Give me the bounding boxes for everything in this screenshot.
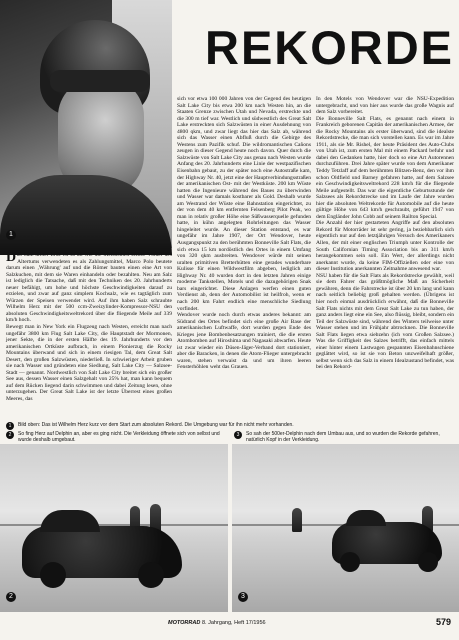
caption-number: 1: [6, 422, 14, 430]
page-number: 579: [435, 617, 451, 627]
page-title: REKORDE: [205, 21, 455, 74]
page-footer: [0, 616, 459, 632]
drop-cap: D: [6, 250, 17, 265]
article-column-2: sich vor etwa 100 000 Jahren von der Gegend des heutigen Salt Lake City bis etwa 200 km nach Westen hin, an die Staaten Grenze zwischen Utah und Nevada, erstreckte und die 300 m tief war. Westlich und südwestlich des Great Salt Lake erstreckten sich Salzwüsten in einer Ausdehnung von 4800 qkm, und zwar liegt das hier das Salz ab, während sich das Wasser einen Abfluß durch die Gebirge des Westens zum Pazifik schuf. Die wildromantischen Cañons zeugen in dieser Gegend heute noch davon. Quer durch die Salzwüste von Salt Lake City aus genau nach Westen wurde Anfang des 20. Jahrhunderts eine Linie der westpazifischen Eisenbahn gebaut, zu der später noch eine Autostraße kam, der Highway Nr. 40, jetzt eine der Hauptverbindungsstraßen der amerikanischen Ost- mit der Westküste. 200 km Wüste hatten die Ingenieure während des Baues zu überwinden und Wasser war damals kostbarer als Gold. Deshalb wurde am Westrand der Wüste eine Bahnstation eingerichtet, zu der von dem 40 km entfernten Felsenberg Pilot Peak, wo man in relativ großer Höhe eine Süßwasserquelle gefunden hatte, in kühn angelegten Rohrleitungen das Wasser hingeleitet wurde. An dieser Station entstand, es war ungefähr im Jahre 1907, der Ort Wendover, heute Ausgangspunkt zu den berühmten Bonneville Salt Flats, die sich etwa 15 km nordöstlich des Ortes in einem Umfang von 320 qkm ausbreiten. Wendover würde mit seinen uralten primitiven Bretterhütten eine gerades wunderbare Kulisse für einen Wildwestfilm abgeben, lediglich am Highway Nr. 40 wurden dort in den letzten Jahren einige moderne Tankstellen, Motels und die dazugehörigen Snak bars eingerichtet. Diese Anlagen werfen einen guten Verdienst ab, denn der Automobilist ist heilfroh, wenn er nach 200 km Fahrt endlich eine menschliche Siedlung vorfindet. Wendover wurde noch durch etwas anderes bekannt: am Südrand des Ortes befindet sich eine große Air Base der amerikanischen Luftwaffe, dort wurden gegen Ende des Krieges jene Bombenbesatzungen trainiert, die die ersten Atombomben auf Hiroshima und Nagasaki abwarfen. Heute ist zwar wieder ein Düsen-Jäger-Verband dort stationiert, aber die Baracken, in denen die Atom-Flieger untergebracht waren, stehen verwaist da und um ihren leeren Fensterhöhlen weht das Grauen.: [177, 96, 311, 371]
caption-number: 2: [6, 431, 14, 439]
caption-text: So sah der 500er-Delphin nach dem Umbau aus, und so wurden die Rekorde gefahren, natürlich Kopf in der Verkleidung.: [246, 431, 440, 443]
article-column-3: In den Motels von Wendover war die NSU-Expedition untergebracht, und von hier aus wurde das große Wagnis auf dem Salz vorbereitet. Die Bonneville Salt Flats, es genannt nach einem in Frankreich geborenen Capitän der amerikanischen Armee, der die Rocky Mountains als erster überwand, sind die idealste Rekordstrecke, die man sich vorstellen kann. Es war im Jahre 1911, als sie Mr. Rishel, der heute Präsident des Auto-Clubs von Utah ist, zum ersten Mal mit einem Packard befuhr und dabei den Gedanken hatte, hier doch so eine Art Autorennen durchzuführen. Drei Jahre später wurde von dem Amerikaner Teddy Tetzlaff auf dem berühmten Blitzen-Benz, den vor ihm schon Oldfield und Barney gefahren hatte, auf dem Salzsee ein Geschwindigkeitsweltrekord 228 km/h für die fliegende Meile aufgestellt. Das war die eigentliche Geburtsstunde der Salzsees als Rekordstrecke und im Laufe der Jahre wurden hier die absoluten Weltrekorde für Automobile auf die heute gültige Höhe von 643 km/h geschraubt, geführt 1947 von dem Engländer John Cobb auf seinem Railton Special. Die Anzahl der hier gestarteten Angriffe auf den absoluten Rekord für Motorräder ist sehr gering, ja beziehbarlich sich eigentlich nur auf den letztjährigen Versuch des Amerikaners Allen, der mit einer englischen Triumph unter Kontrolle der South Californian Timing Association bis an 311 km/h herangekommen sein soll. Ein Wert, der allerdings nicht anerkannt wurde, da keine FIM-Offiziellen oder eine von dieser Institution anerkannten Zeitnahme anwesend war. NSU haben für die Salt Flats als Rekordstrecke gewählt, weil sie dem Fahrer das größtmögliche Maß an Sicherheit gewähren, denn die Fahrstrecke ist über 20 km lang und kann nach seitlich beliebig groß gehalten werden. (Übrigens ist hier noch einmal ausdrücklich erwähnt, daß die Bonneville Salt Flats nichts mit dem Great Salt Lake zu tun haben, der ganz anders liegt eine ein See, also flüssig, bleibt, sondern ein Teil der Salzwüste sind, während des Winters teilweise unter Wasser stehen und im Frühjahr abtrocknen. Die Bonneville Salt Flats liegen etwa siebzehn (ich vom Großen Salzsee.) Was die Griffigkeit des Salzes betrifft, das einfach mittels einer hinter einem Lastwagen gespannten Eisenbahnschiene geglättet wird, so ist sie von Beton unzweifelhaft größer, selbst wenn sich das Salz in einem Idealzustand befindet, was bei den Rekord-: [316, 96, 454, 371]
photo-captions: [6, 422, 454, 444]
photo-delphin-early: [0, 444, 228, 612]
magazine-name: MOTORRAD: [168, 620, 201, 626]
caption-2: [6, 431, 226, 443]
caption-text: Bild oben: Das ist Wilhelm Herz kurz vor dem Start zum absoluten Rekord. Die Umgebung war für ihn nicht mehr vorhanden.: [18, 422, 294, 428]
issue-info: 8. Jahrgang, Heft 17/1956: [202, 620, 266, 626]
photo-delphin-rebuilt: [232, 444, 459, 612]
caption-1: [6, 422, 454, 430]
photo-number-3: 3: [238, 592, 248, 602]
photo-rider-portrait: [0, 0, 172, 248]
photo-number-1: 1: [6, 230, 16, 240]
caption-3: [234, 431, 454, 443]
caption-text: So fing Herz auf Delphin an, aber es ging nicht. Die Verkleidung öffnete sich von selbst und wurde deshalb umgebaut.: [18, 431, 220, 443]
column-1-text: as Salz dieser Erde ist so alt wie die Menschheit selbst. Völker des Altertums verwendeten es als Zahlungsmittel, Marco Polo beutete darum einen ‚Währung' auf und die Römer bauten einen eine Art von Salzkuchen, mit dem sie Waren einhandeln oder bezahlten. Neu am Salz ist lediglich die Tatsache, daß mit den Techniken des 20. Jahrhunderts neuer befähigt, um hohe und höchste Geschwindigkeiten darauf zu erzielen, und zwar auf ganz simplem Kochsalz, wie es tagtäglich zum Würzen der Speisen verwendet wird. Auf ihm haben Salz schraubte Wilhelm Herz mit der 500 ccm-Zweizylinder-Kompressor-NSU den absoluten Geschwindigkeitsweltrekord über die fliegende Meile auf 339 km/h hoch. Bewegt man in New York ein Flugzeug nach Westen, erreicht man nach ungefähr 3800 km Flug Salt Lake City, die Hauptstadt der Mormonen, jener Sekte, die in der ersten Hälfte des 19. Jahrhunderts vor den amerikanischen Ortküste aufbrach, in einem Pionierzug die Rocky Mountains überwand und sich in einem riesigen Tal, dem Great Salt Desert, den großen Salzwüsten, niederließ. In schwieriger Arbeit gruben sie nach Wasser und gründeten eine Siedlung, Salt Lake City — Salzsee-Stadt — genannt. Nordwestlich von Salt Lake City breitet sich ein großer See aus, dessen Wasser einen Salzgehalt von 25% hat, man kann bequem auf dem Rücken liegend darin schwimmen und dabei Zeitung lesen, ohne unterzugehen. Der Great Salt Lake ist der letzte Überrest eines großen Meeres, das: [6, 252, 172, 403]
photo-number-2: 2: [6, 592, 16, 602]
article-column-1: [6, 252, 172, 420]
caption-number: 3: [234, 431, 242, 439]
